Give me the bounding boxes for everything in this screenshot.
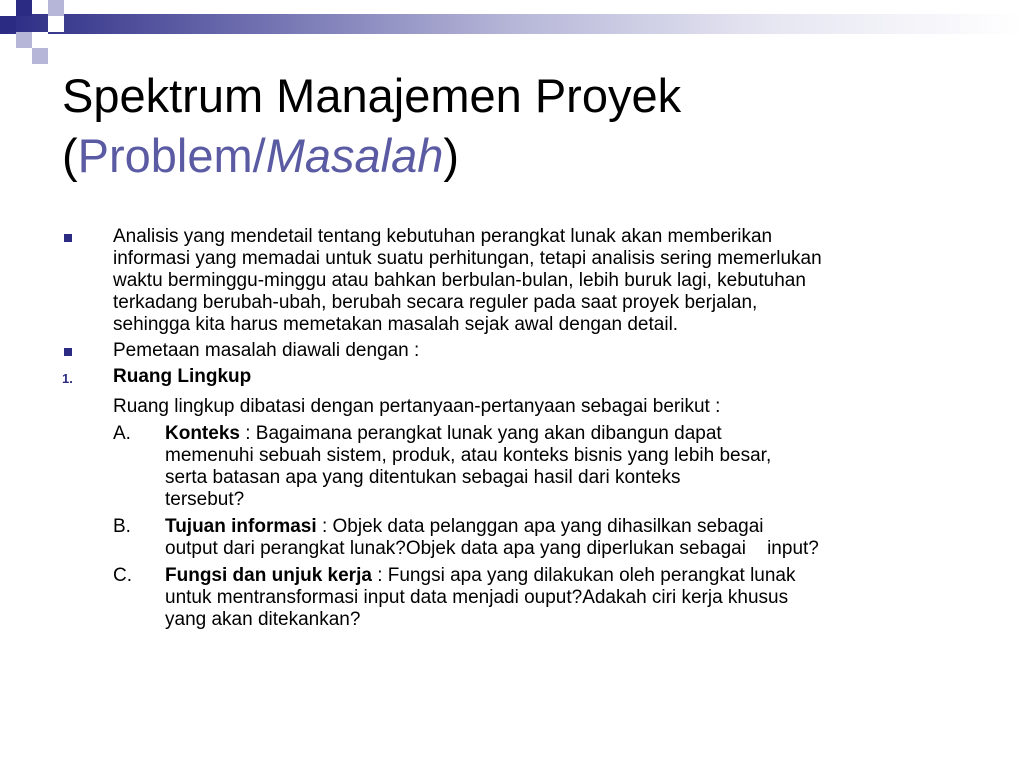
item-line: tersebut? [165,489,245,510]
title-close-paren: ) [443,129,460,182]
bullet-square-icon [64,348,72,356]
bullet-line: terkadang berubah-ubah, berubah secara reguler pada saat proyek berjalan, [113,292,758,313]
bullet-line: Analisis yang mendetail tentang kebutuhan perangkat lunak akan memberikan [113,226,773,247]
item-line: yang akan ditekankan? [165,609,361,630]
bullet-paragraph [113,226,822,336]
item-line: output dari perangkat lunak?Objek data apa yang diperlukan sebagai input? [165,538,819,559]
item-line: : Bagaimana perangkat lunak yang akan dibangun dapat [239,423,722,444]
title-open-paren: ( [62,129,78,182]
item-line: : Objek data pelanggan apa yang dihasilkan sebagai [316,516,764,537]
bullet-text: Pemetaan masalah diawali dengan : [113,340,420,361]
item-line: serta batasan apa yang ditentukan sebagai hasil dari konteks [165,467,681,488]
bullet-line: sehingga kita harus memetakan masalah sejak awal dengan detail. [113,314,679,335]
item-letter: A. [113,423,131,444]
item-line: untuk mentransformasi input data menjadi ouput?Adakah ciri kerja khusus [165,587,789,608]
bullet-line: informasi yang memadai untuk suatu perhitungan, tetapi analisis sering memerlukan [113,248,822,269]
bullet-line: waktu berminggu-minggu atau bahkan berbulan-bulan, lebih buruk lagi, kebutuhan [113,270,806,291]
title-problem: Problem/ [77,129,266,182]
item-line: : Fungsi apa yang dilakukan oleh perangkat lunak [371,565,796,586]
numbered-intro: Ruang lingkup dibatasi dengan pertanyaan-pertanyaan sebagai berikut : [113,396,721,417]
item-term: Konteks [165,423,240,444]
sub-item-konteks [165,423,771,511]
sub-item-tujuan [165,516,819,560]
numbered-heading: Ruang Lingkup [113,366,252,387]
list-number: 1. [62,371,73,386]
item-line: memenuhi sebuah sistem, produk, atau konteks bisnis yang lebih besar, [165,445,772,466]
item-letter: C. [113,565,132,586]
item-term: Fungsi dan unjuk kerja [165,565,372,586]
bullet-square-icon [64,234,72,242]
item-term: Tujuan informasi [165,516,317,537]
item-letter: B. [113,516,131,537]
title-line-1: Spektrum Manajemen Proyek [62,69,682,122]
title-masalah: Masalah [265,129,444,182]
sub-item-fungsi [165,565,796,631]
